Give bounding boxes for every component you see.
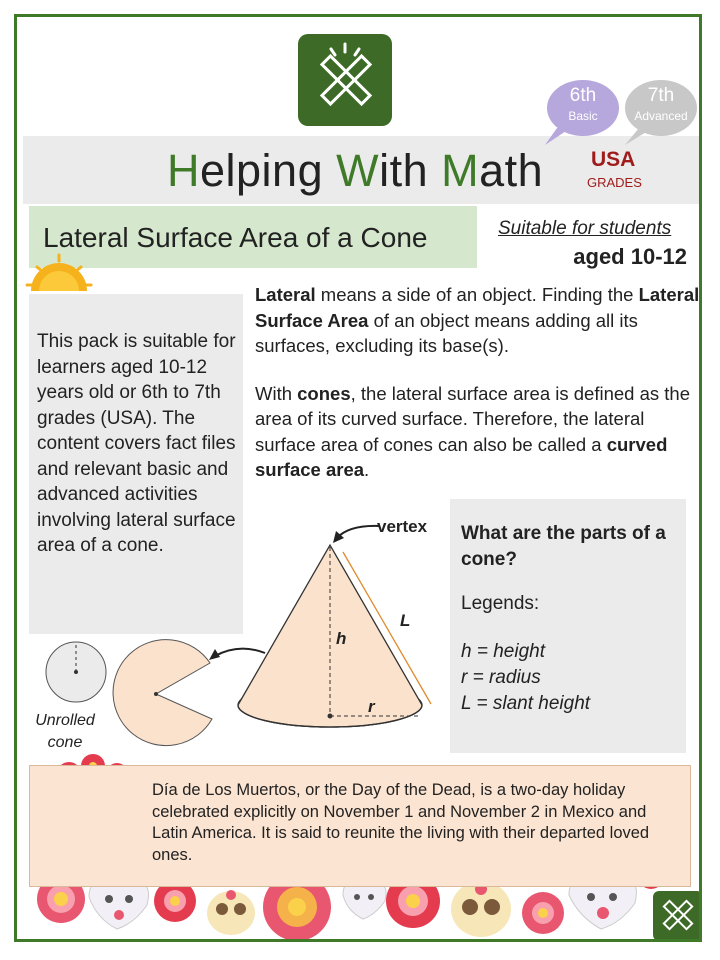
vertex-label: vertex	[377, 517, 428, 536]
grades-label: GRADES	[587, 175, 642, 190]
grade-advanced-number: 7th	[647, 85, 675, 106]
intro-text: , the lateral surface area is defined as the area of its curved surface. Therefore, the lateral surface area of cones can also be called a	[255, 382, 690, 455]
parts-question: What are the parts of a cone?	[461, 523, 666, 570]
cones-paragraph	[255, 381, 702, 483]
sugar-skull-icon	[451, 881, 511, 937]
term-lateral-surface-area: Lateral Surface Area	[255, 284, 700, 331]
pack-description: This pack is suitable for learners aged 10-12 years old or 6th to 7th grades (USA). The content covers fact files and relevant basic and advanced activities involving lateral surface area of a cone.	[29, 294, 243, 634]
term-curved-surface-area: curved surface area	[255, 433, 668, 480]
title-part: elping	[200, 145, 337, 196]
suitable-for-label: Suitable for students	[498, 218, 672, 239]
cone-parts-box	[450, 499, 686, 753]
legends-label: Legends:	[461, 593, 540, 614]
grade-advanced-level: Advanced	[634, 109, 688, 123]
unrolled-cone-label: Unrolled cone	[35, 712, 95, 751]
title-part: W	[336, 145, 380, 196]
legend-item: r = radius	[461, 667, 541, 688]
definition-paragraph	[255, 282, 702, 359]
bubble-tail	[545, 128, 569, 145]
intro-text: With	[255, 382, 298, 404]
intro-text: .	[364, 459, 370, 480]
title-part: ath	[479, 145, 544, 196]
age-range: aged 10-12	[573, 244, 687, 269]
title-part: M	[441, 145, 480, 196]
bubble-tail	[625, 128, 651, 145]
sun-icon	[27, 255, 91, 291]
country-label: USA	[591, 148, 636, 171]
pencil-ruler-icon	[653, 891, 702, 941]
term-cones: cones	[297, 382, 351, 404]
radius-label: r	[368, 697, 375, 716]
grade-basic-number: 6th	[569, 85, 597, 106]
intro-text: means a side of an object. Finding the	[315, 284, 639, 305]
day-of-the-dead-fact: Día de Los Muertos, or the Day of the Dead, is a two-day holiday celebrated explicitly on November 1 and November 2 in Mexico and Latin America. It is said to reunite the living with their departed loved ones.	[152, 781, 650, 864]
title-part: H	[167, 145, 200, 196]
worksheet-subtitle: Lateral Surface Area of a Cone	[43, 222, 428, 253]
legend-item: L = slant height	[461, 693, 591, 714]
title-part: ith	[379, 145, 442, 196]
legend-item: h = height	[461, 641, 545, 662]
worksheet-page	[14, 14, 702, 942]
term-lateral: Lateral	[255, 284, 316, 305]
flower-icon	[522, 892, 564, 934]
lateral-definition	[255, 282, 702, 505]
intro-text: of an object means adding all its surfaces, excluding its base(s).	[255, 309, 638, 356]
height-label: h	[336, 629, 347, 648]
slant-height-label: L	[400, 611, 411, 630]
sugar-skull-icon	[207, 890, 255, 935]
grade-basic-level: Basic	[568, 109, 598, 123]
